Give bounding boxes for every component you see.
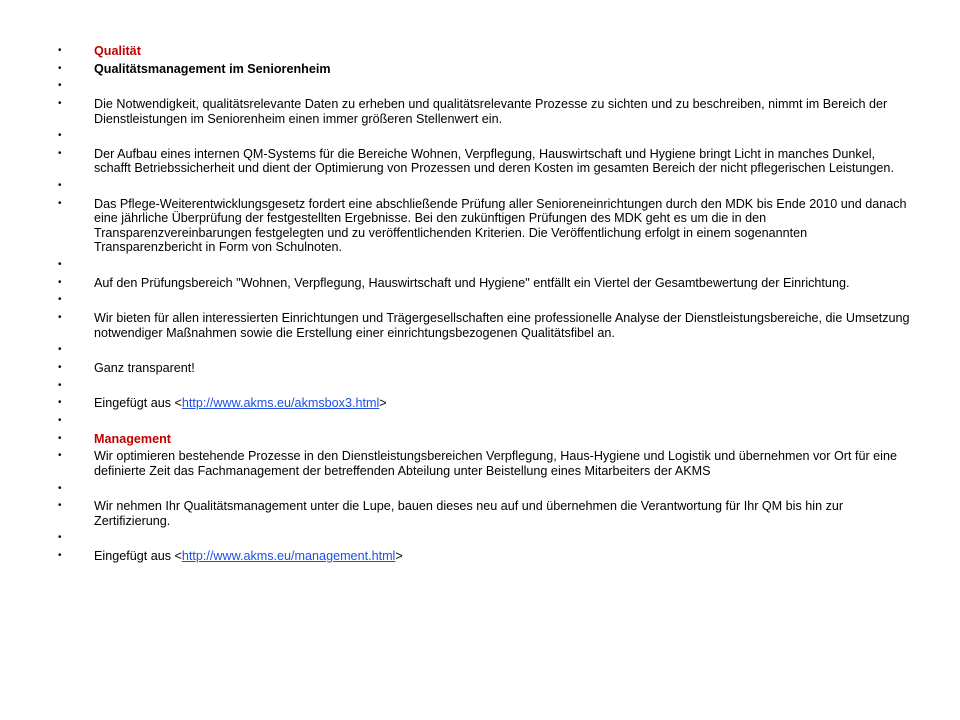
source-text bbox=[94, 549, 910, 564]
bullet-icon: • bbox=[58, 500, 62, 512]
bullet-icon: • bbox=[58, 80, 62, 92]
bullet-list bbox=[0, 44, 960, 567]
bullet-icon: • bbox=[58, 197, 62, 209]
bullet-icon: • bbox=[58, 294, 62, 306]
bullet-icon: • bbox=[58, 312, 62, 324]
empty-list-item bbox=[0, 482, 960, 497]
bullet-icon: • bbox=[58, 45, 62, 56]
empty-list-item bbox=[0, 531, 960, 546]
management-heading: Management bbox=[94, 431, 171, 446]
paragraph-text: Ganz transparent! bbox=[94, 360, 195, 375]
empty-list-item bbox=[0, 179, 960, 194]
paragraph-text: Die Notwendigkeit, qualitätsrelevante Daten zu erheben und qualitätsrelevante Prozesse zu sichten und zu beschreiben, nimmt im Bereich der Dienstleistungen im Seniorenheim einen immer größeren Stellenwert ein. bbox=[94, 97, 888, 126]
source-suffix: > bbox=[379, 396, 387, 411]
bullet-icon: • bbox=[58, 379, 62, 391]
list-item bbox=[0, 432, 960, 447]
bullet-icon: • bbox=[58, 62, 62, 74]
empty-list-item bbox=[0, 258, 960, 273]
bullet-icon: • bbox=[58, 180, 62, 192]
list-item bbox=[0, 499, 960, 528]
list-item bbox=[0, 44, 960, 59]
source-link-akmsbox3[interactable]: http://www.akms.eu/akmsbox3.html bbox=[181, 396, 380, 411]
list-item bbox=[0, 97, 960, 126]
paragraph-text: Wir bieten für allen interessierten Einrichtungen und Trägergesellschaften eine professionelle Analyse der Dienstleistungsbereiche, die Umsetzung notwendiger Maßnahmen sowie die Erstellung einer einrichtungsbezogenen Qualitätsfibel an. bbox=[94, 311, 910, 340]
bullet-icon: • bbox=[58, 344, 62, 356]
empty-list-item bbox=[0, 293, 960, 308]
bullet-icon: • bbox=[58, 432, 62, 444]
source-line bbox=[0, 396, 960, 411]
bullet-icon: • bbox=[58, 550, 62, 562]
qm-heading: Qualitätsmanagement im Seniorenheim bbox=[94, 61, 331, 76]
bullet-icon: • bbox=[58, 130, 62, 142]
empty-list-item bbox=[0, 414, 960, 429]
empty-list-item bbox=[0, 379, 960, 394]
list-item bbox=[0, 311, 960, 340]
empty-list-item bbox=[0, 129, 960, 144]
empty-list-item bbox=[0, 79, 960, 94]
paragraph-text: Wir optimieren bestehende Prozesse in den Dienstleistungsbereichen Verpflegung, Haus-Hygiene und Logistik und übernehmen vor Ort für eine definierte Zeit das Fachmanagement der betreffenden Abteilung unter Beistellung eines Mitarbeiters der AKMS bbox=[94, 449, 897, 478]
source-line bbox=[0, 549, 960, 564]
paragraph-text: Das Pflege-Weiterentwicklungsgesetz fordert eine abschließende Prüfung aller Senioreneinrichtungen durch den MDK bis Ende 2010 und danach eine jährliche Überprüfung der festgestellten Ergebnisse. Bei den zukünftigen Prüfungen des MDK geht es um die in den Transparenzvereinbarungen festgelegten und zu veröffentlichenden Kriterien. Die Veröffentlichung erfolgt in einem sogenannten Transparenzbericht in Form von Schulnoten. bbox=[94, 196, 907, 255]
bullet-icon: • bbox=[58, 259, 62, 270]
bullet-icon: • bbox=[58, 361, 62, 373]
list-item bbox=[0, 361, 960, 376]
bullet-icon: • bbox=[58, 147, 62, 159]
source-text bbox=[94, 396, 910, 411]
bullet-icon: • bbox=[58, 276, 62, 288]
list-item bbox=[0, 449, 960, 478]
bullet-icon: • bbox=[58, 415, 62, 426]
list-item bbox=[0, 62, 960, 77]
source-suffix: > bbox=[395, 549, 403, 564]
source-prefix: Eingefügt aus < bbox=[94, 549, 182, 564]
qualitaet-heading: Qualität bbox=[94, 44, 141, 58]
list-item bbox=[0, 276, 960, 291]
list-item bbox=[0, 197, 960, 255]
paragraph-text: Der Aufbau eines internen QM-Systems für die Bereiche Wohnen, Verpflegung, Hauswirtschaft und Hygiene bringt Licht in manches Dunkel, schafft Betriebssicherheit und dient der Optimierung von Prozessen und deren Kosten im gesamten Bereich der nicht pflegerischen Leistungen. bbox=[94, 146, 894, 176]
bullet-icon: • bbox=[58, 482, 62, 494]
list-item bbox=[0, 147, 960, 176]
bullet-icon: • bbox=[58, 397, 62, 409]
bullet-icon: • bbox=[58, 450, 62, 462]
paragraph-text: Wir nehmen Ihr Qualitätsmanagement unter die Lupe, bauen dieses neu auf und übernehmen die Verantwortung für Ihr QM bis hin zur Zertifizierung. bbox=[94, 499, 844, 528]
bullet-icon: • bbox=[58, 98, 62, 110]
paragraph-text: Auf den Prüfungsbereich "Wohnen, Verpflegung, Hauswirtschaft und Hygiene" entfällt ein Viertel der Gesamtbewertung der Einrichtung. bbox=[94, 275, 850, 290]
source-prefix: Eingefügt aus < bbox=[94, 396, 182, 411]
empty-list-item bbox=[0, 343, 960, 358]
bullet-icon: • bbox=[58, 532, 62, 544]
source-link-management[interactable]: http://www.akms.eu/management.html bbox=[181, 549, 396, 564]
